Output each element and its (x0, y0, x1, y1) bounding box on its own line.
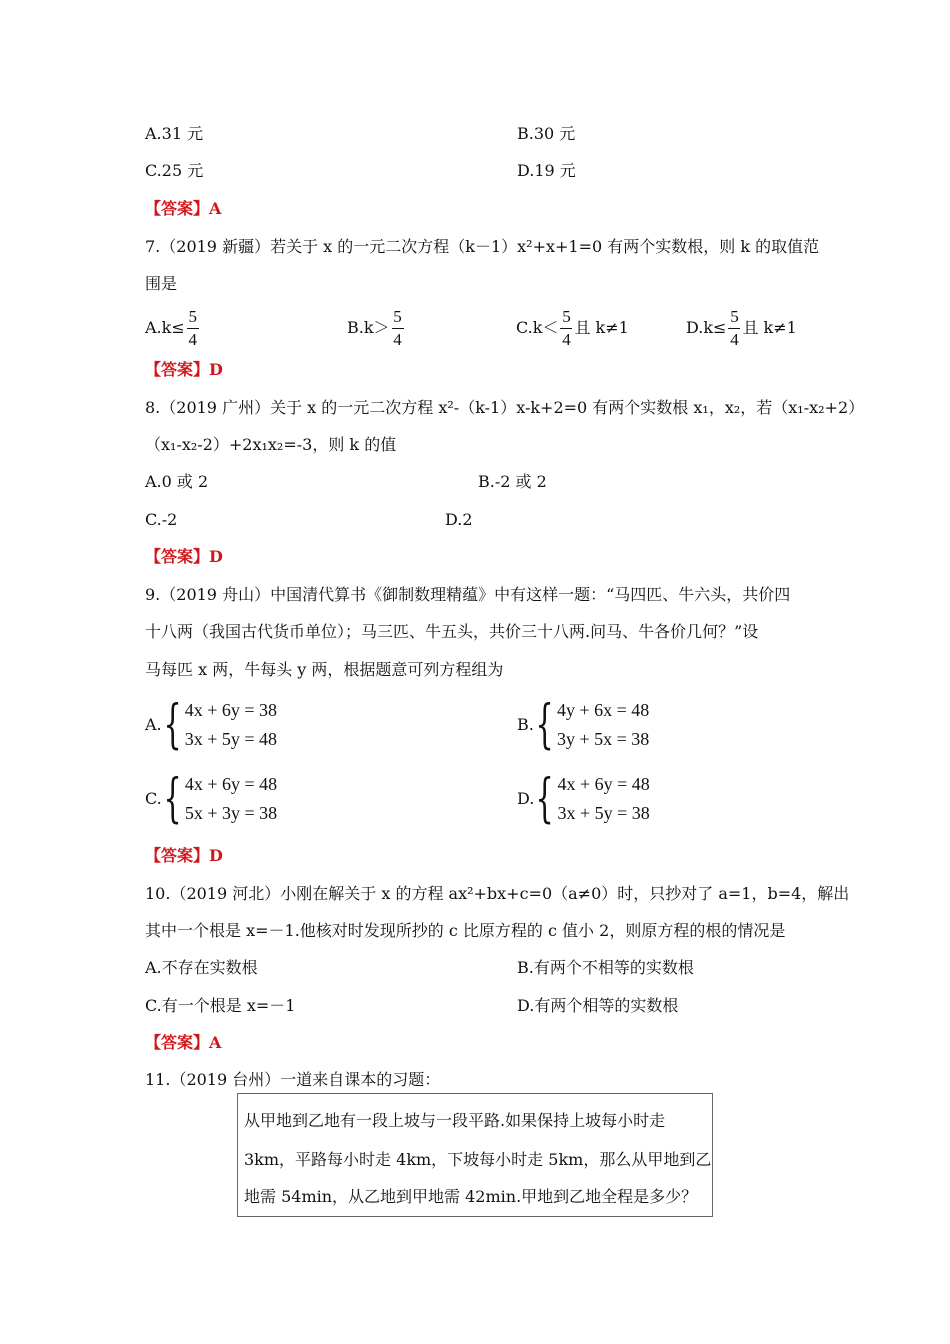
q7-option-b-prefix: B.k＞ (347, 318, 390, 337)
q9-stem-line3: 马每匹 x 两，牛每头 y 两，根据题意可列方程组为 (145, 660, 504, 679)
q7-answer: 【答案】D (145, 360, 223, 379)
option-label: D. (517, 789, 535, 808)
denominator: 4 (393, 330, 402, 349)
fraction (187, 308, 199, 349)
q9-option-d (517, 770, 650, 828)
q8-stem-line2: （x₁-x₂-2）+2x₁x₂=-3，则 k 的值 (145, 435, 397, 454)
q8-option-d: D.2 (445, 510, 473, 529)
q10-option-c: C.有一个根是 x=－1 (145, 996, 296, 1015)
left-brace-icon: { (535, 695, 554, 755)
q10-stem-line1: 10.（2019 河北）小刚在解关于 x 的方程 ax²+bx+c=0（a≠0）时，只抄对了 a=1，b=4，解出 (145, 884, 850, 903)
q7-option-d-prefix: D.k≤ (686, 318, 727, 337)
numerator: 5 (562, 307, 571, 326)
q9-option-c (145, 770, 277, 828)
numerator: 5 (730, 307, 739, 326)
q6-option-a: A.31 元 (145, 124, 204, 143)
q8-answer: 【答案】D (145, 547, 223, 566)
q6-option-c: C.25 元 (145, 161, 204, 180)
option-label: C. (145, 789, 162, 808)
q9-option-a (145, 696, 277, 754)
q9-stem-line2: 十八两（我国古代货币单位）；马三匹、牛五头，共价三十八两.问马、牛各价几何？”设 (145, 622, 759, 641)
fraction (392, 308, 404, 349)
equation: 4x + 6y = 48 (184, 774, 278, 794)
q7-option-a (145, 308, 201, 349)
q8-option-c: C.-2 (145, 510, 178, 529)
q7-option-c (516, 308, 629, 349)
denominator: 4 (562, 330, 571, 349)
equation: 3x + 5y = 48 (184, 729, 278, 749)
q10-option-a: A.不存在实数根 (145, 958, 258, 977)
fraction (560, 308, 572, 349)
denominator: 4 (188, 330, 197, 349)
q8-stem-line1: 8.（2019 广州）关于 x 的一元二次方程 x²-（k-1）x-k+2=0 有两个实数根 x₁，x₂，若（x₁-x₂+2） (145, 398, 865, 417)
q7-option-c-prefix: C.k＜ (516, 318, 559, 337)
q7-option-d-suffix: 且 k≠1 (742, 318, 797, 337)
q7-stem-line1: 7.（2019 新疆）若关于 x 的一元二次方程（k－1）x²+x+1=0 有两个实数根，则 k 的取值范 (145, 237, 820, 256)
exercise-line2: 3km，平路每小时走 4km，下坡每小时走 5km，那么从甲地到乙 (244, 1150, 712, 1169)
q7-option-d (686, 308, 797, 349)
option-label: A. (145, 715, 162, 734)
equation: 4x + 6y = 38 (184, 700, 278, 720)
q10-option-b: B.有两个不相等的实数根 (517, 958, 694, 977)
q7-option-b (347, 308, 406, 349)
q10-answer: 【答案】A (145, 1033, 222, 1052)
equation: 3x + 5y = 38 (557, 803, 650, 823)
option-label: B. (517, 715, 534, 734)
q7-stem-line2: 围是 (145, 274, 178, 293)
equation: 5x + 3y = 38 (184, 803, 278, 823)
numerator: 5 (393, 307, 402, 326)
q7-option-c-suffix: 且 k≠1 (574, 318, 629, 337)
q9-option-b (517, 696, 649, 754)
left-brace-icon: { (163, 769, 182, 829)
q11-stem-line1: 11.（2019 台州）一道来自课本的习题： (145, 1070, 441, 1089)
fraction (728, 308, 740, 349)
q6-option-d: D.19 元 (517, 161, 576, 180)
q8-option-b: B.-2 或 2 (478, 472, 547, 491)
q10-option-d: D.有两个相等的实数根 (517, 996, 679, 1015)
exercise-line1: 从甲地到乙地有一段上坡与一段平路.如果保持上坡每小时走 (244, 1111, 666, 1130)
q8-option-a: A.0 或 2 (145, 472, 209, 491)
q7-option-a-prefix: A.k≤ (145, 318, 185, 337)
left-brace-icon: { (163, 695, 182, 755)
exercise-line3: 地需 54min，从乙地到甲地需 42min.甲地到乙地全程是多少？ (244, 1187, 698, 1206)
q6-option-b: B.30 元 (517, 124, 576, 143)
denominator: 4 (730, 330, 739, 349)
q6-answer: 【答案】A (145, 199, 222, 218)
numerator: 5 (188, 307, 197, 326)
q10-stem-line2: 其中一个根是 x=－1.他核对时发现所抄的 c 比原方程的 c 值小 2，则原方程的根的情况是 (145, 921, 786, 940)
q9-stem-line1: 9.（2019 舟山）中国清代算书《御制数理精蕴》中有这样一题：“马四匹、牛六头，共价四 (145, 585, 791, 604)
left-brace-icon: { (535, 769, 554, 829)
exercise-box (237, 1093, 713, 1217)
q9-answer: 【答案】D (145, 846, 223, 865)
equation: 4x + 6y = 48 (557, 774, 650, 794)
equation: 4y + 6x = 48 (556, 700, 650, 720)
equation: 3y + 5x = 38 (556, 729, 650, 749)
